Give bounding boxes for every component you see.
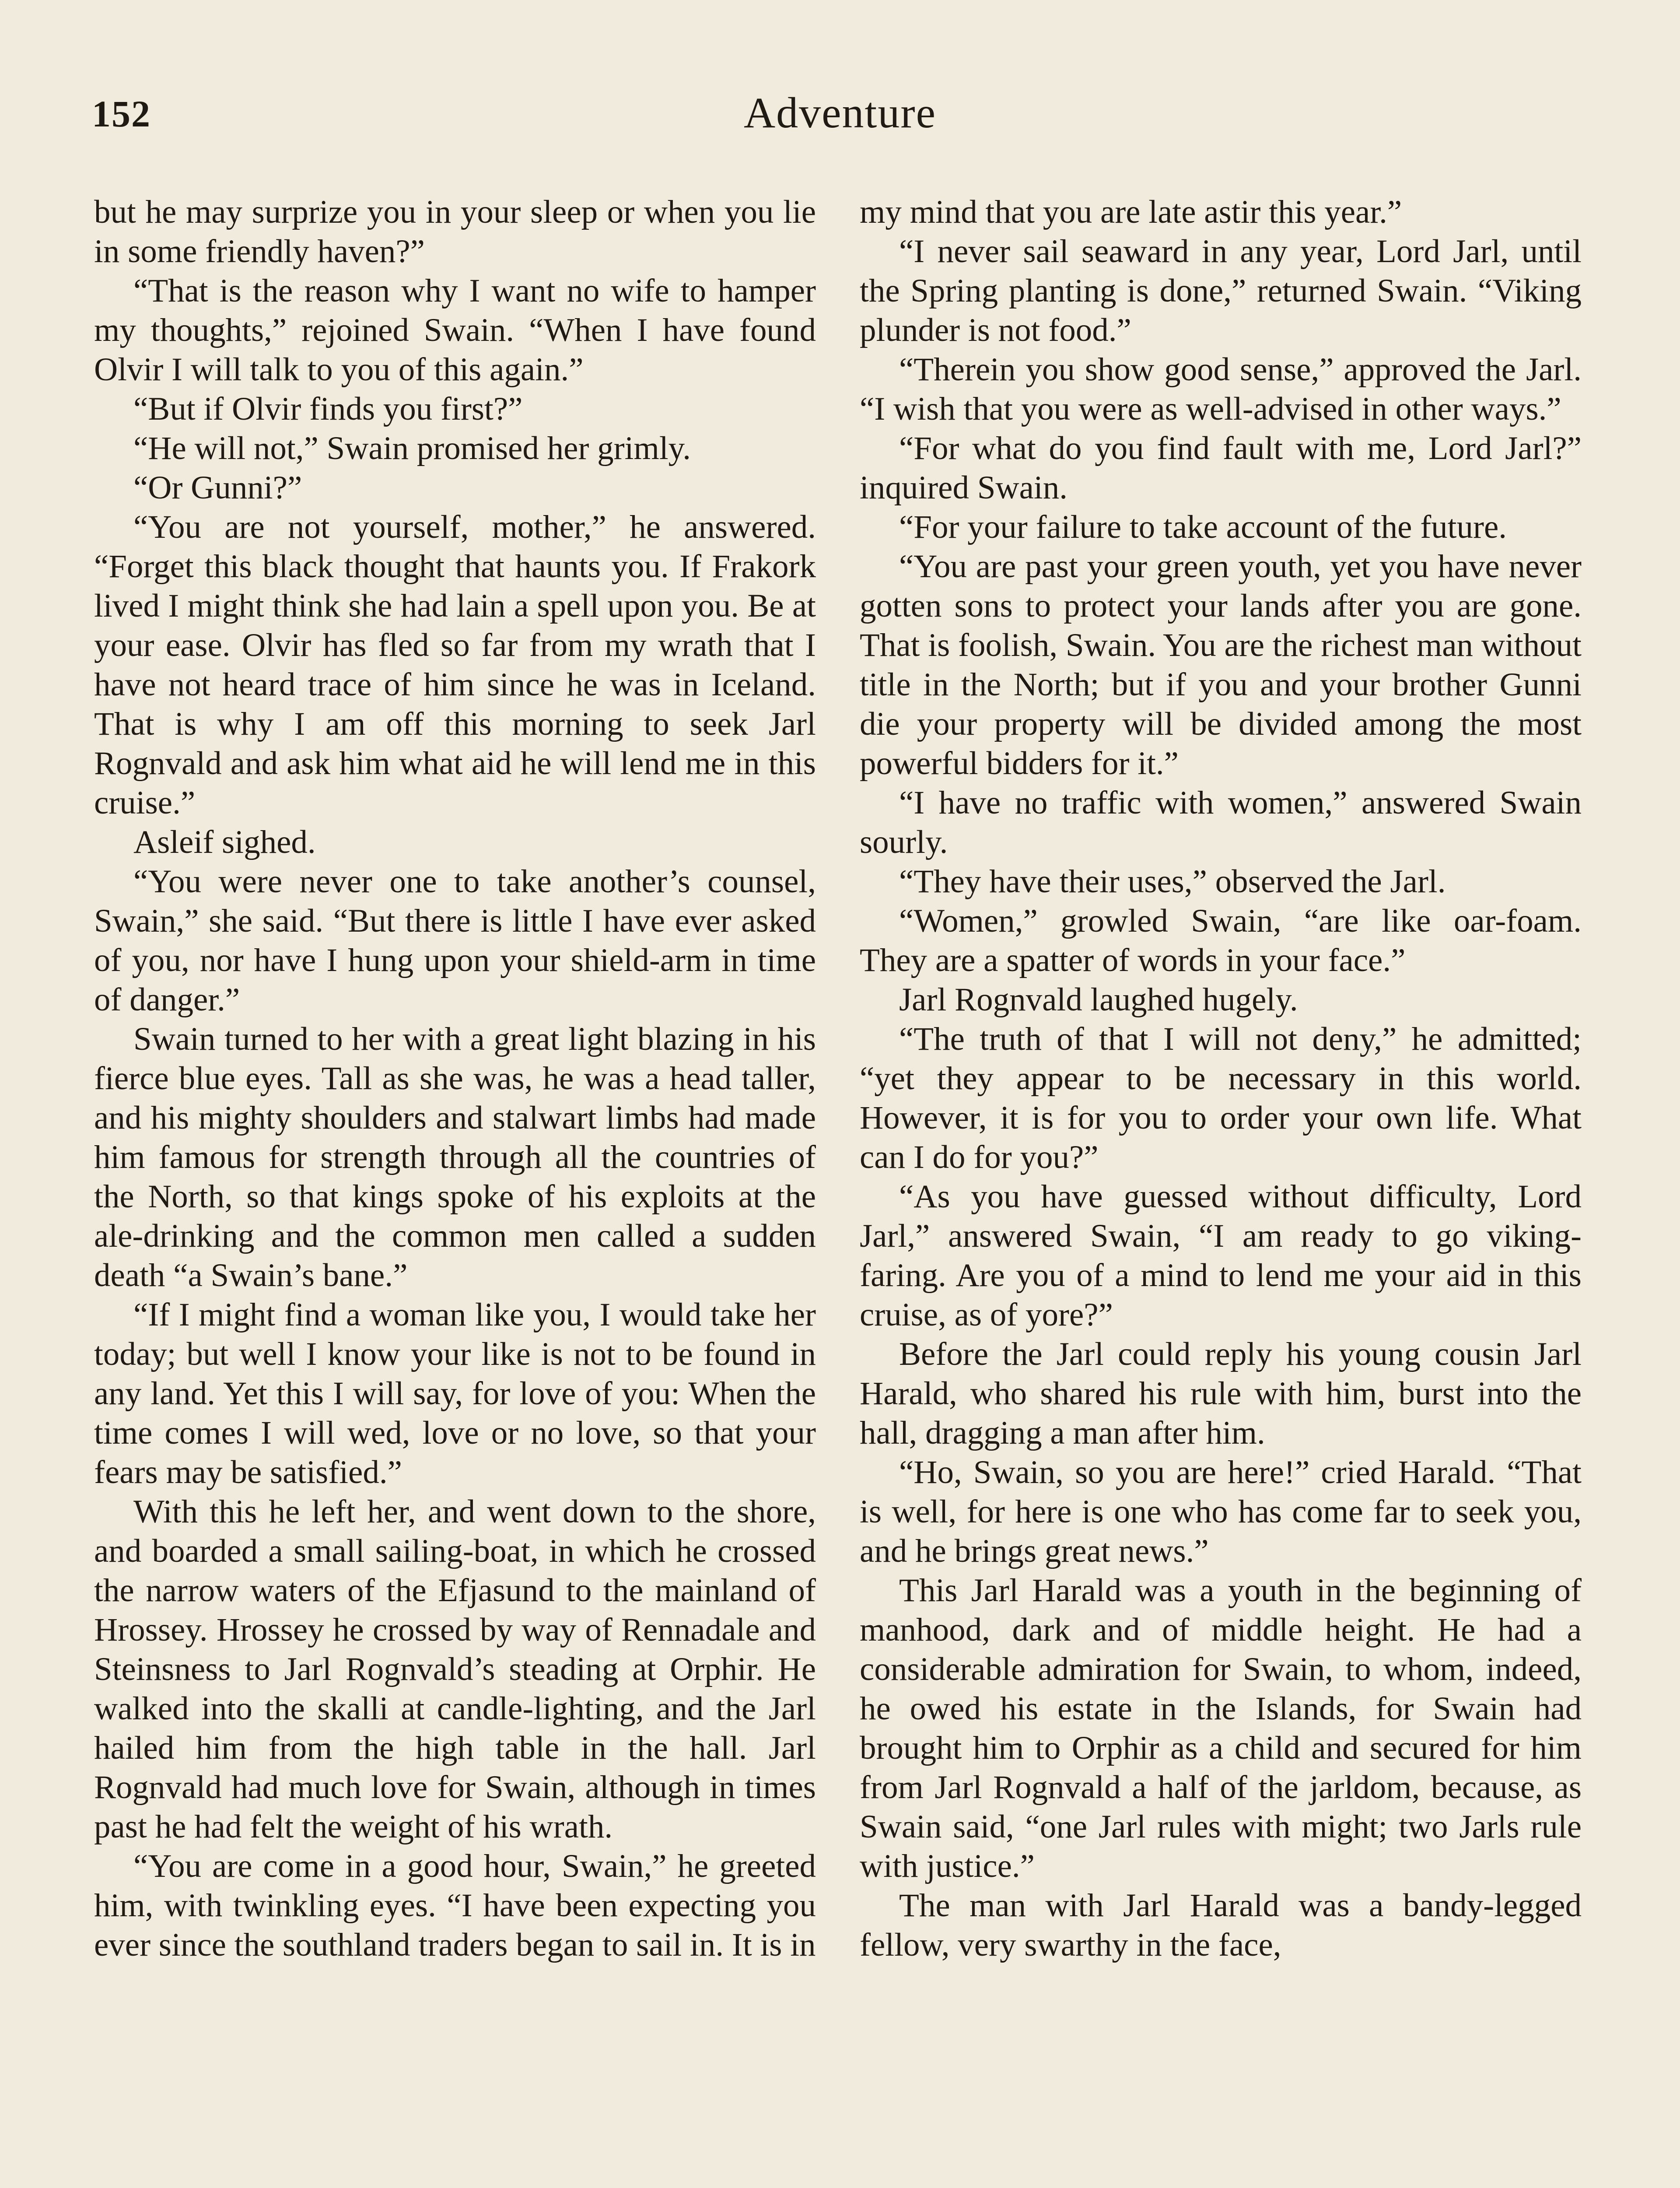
paragraph: With this he left her, and went down to the shore, and boarded a small sailing-boat, in which he crossed the narrow waters of the Efjasund to the mainland of Hrossey. Hrossey he crossed by way of Rennadale and Steinsness to Jarl Rognvald’s steading at Orphir. He walked into the skalli at candle-lighting, and the Jarl hailed him from the high table in the hall. Jarl Rognvald had much love for Swain, although in times past he had felt the weight of his wrath.: [94, 1494, 816, 1845]
paragraph: “But if Olvir finds you first?”: [133, 391, 523, 427]
paragraph: “Or Gunni?”: [133, 470, 302, 506]
paragraph: “As you have guessed without difficulty, Lord Jarl,” answered Swain, “I am ready to go viking-faring. Are you of a mind to lend me your aid in this cruise, as of yore?”: [860, 1178, 1582, 1333]
paragraph: Swain turned to her with a great light blazing in his fierce blue eyes. Tall as she was, he was a head taller, and his mighty shoulders and stalwart limbs had made him famous for strength through all the countries of the North, so that kings spoke of his exploits at the ale-drinking and the common men called a sudden death “a Swain’s bane.”: [94, 1021, 816, 1294]
paragraph: “That is the reason why I want no wife to hamper my thoughts,” rejoined Swain. “When I have found Olvir I will talk to you of this again.”: [94, 273, 816, 388]
paragraph: “Ho, Swain, so you are here!” cried Harald. “That is well, for here is one who has come far to seek you, and he brings great news.”: [860, 1454, 1582, 1569]
paragraph: “Women,” growled Swain, “are like oar-foam. They are a spatter of words in your face.”: [860, 903, 1582, 978]
paragraph: “He will not,” Swain promised her grimly.: [133, 430, 691, 466]
paragraph: The man with Jarl Harald was a bandy-legged fellow, very swarthy in the face,: [860, 1887, 1582, 1963]
left-column: [94, 193, 816, 1965]
paragraph: Asleif sighed.: [133, 824, 316, 860]
paragraph: “You are come in a good hour, Swain,” he greeted him, with twinkling eyes. “I have been expecting you ever since the southland traders began to sail in. It is in: [94, 1848, 816, 1963]
right-column: [860, 193, 1582, 1965]
paragraph: “You are not yourself, mother,” he answered. “Forget this black thought that haunts you. If Frakork lived I might think she had lain a spell upon you. Be at your ease. Olvir has fled so far from my wrath that I have not heard trace of him since he was in Iceland. That is why I am off this morning to seek Jarl Rognvald and ask him what aid he will lend me in this cruise.”: [94, 509, 816, 821]
paragraph: “The truth of that I will not deny,” he admitted; “yet they appear to be necessary in this world. However, it is for you to order your own life. What can I do for you?”: [860, 1021, 1582, 1175]
page-number: 152: [92, 93, 151, 135]
paragraph: “They have their uses,” observed the Jarl.: [899, 863, 1446, 900]
paragraph: my mind that you are late astir this year.”: [860, 194, 1402, 230]
paragraph: “You were never one to take another’s counsel, Swain,” she said. “But there is little I have ever asked of you, nor have I hung upon your shield-arm in time of danger.”: [94, 863, 816, 1018]
paragraph: “For what do you find fault with me, Lord Jarl?” inquired Swain.: [860, 430, 1582, 506]
paragraph: “I never sail seaward in any year, Lord Jarl, until the Spring planting is done,” returned Swain. “Viking plunder is not food.”: [860, 233, 1582, 348]
paragraph: This Jarl Harald was a youth in the beginning of manhood, dark and of middle height. He had a considerable admiration for Swain, to whom, indeed, he owed his estate in the Islands, for Swain had brought him to Orphir as a child and secured for him from Jarl Rognvald a half of the jarldom, because, as Swain said, “one Jarl rules with might; two Jarls rule with justice.”: [860, 1572, 1582, 1884]
paragraph: Jarl Rognvald laughed hugely.: [899, 982, 1298, 1018]
page-header: [0, 88, 1680, 149]
paragraph: “Therein you show good sense,” approved the Jarl. “I wish that you were as well-advised in other ways.”: [860, 351, 1582, 427]
paragraph: “If I might find a woman like you, I would take her today; but well I know your like is not to be found in any land. Yet this I will say, for love of you: When the time comes I will wed, love or no love, so that your fears may be satisfied.”: [94, 1297, 816, 1490]
running-title: Adventure: [743, 88, 937, 137]
paragraph: “I have no traffic with women,” answered Swain sourly.: [860, 785, 1582, 860]
paragraph: “For your failure to take account of the future.: [899, 509, 1507, 545]
paragraph: “You are past your green youth, yet you have never gotten sons to protect your lands after you are gone. That is foolish, Swain. You are the richest man without title in the North; but if you and your brother Gunni die your property will be divided among the most powerful bidders for it.”: [860, 548, 1582, 782]
paragraph: but he may surprize you in your sleep or when you lie in some friendly haven?”: [94, 194, 816, 270]
paragraph: Before the Jarl could reply his young cousin Jarl Harald, who shared his rule with him, burst into the hall, dragging a man after him.: [860, 1336, 1582, 1451]
